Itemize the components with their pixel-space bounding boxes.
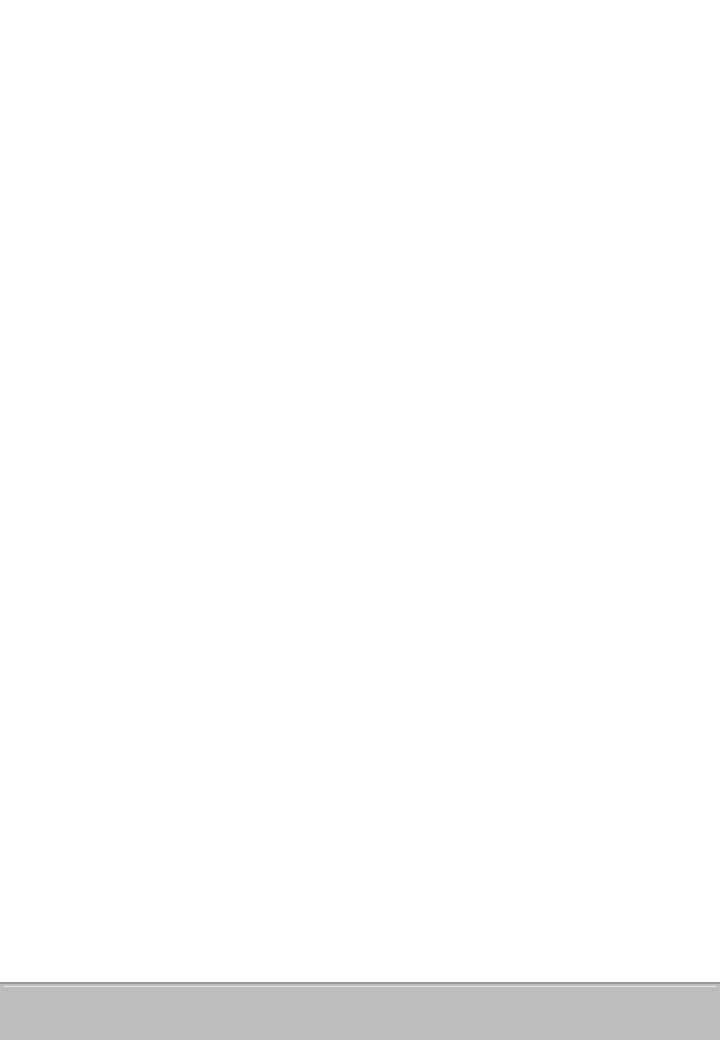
viewer-bottom-bar: [0, 982, 720, 1040]
